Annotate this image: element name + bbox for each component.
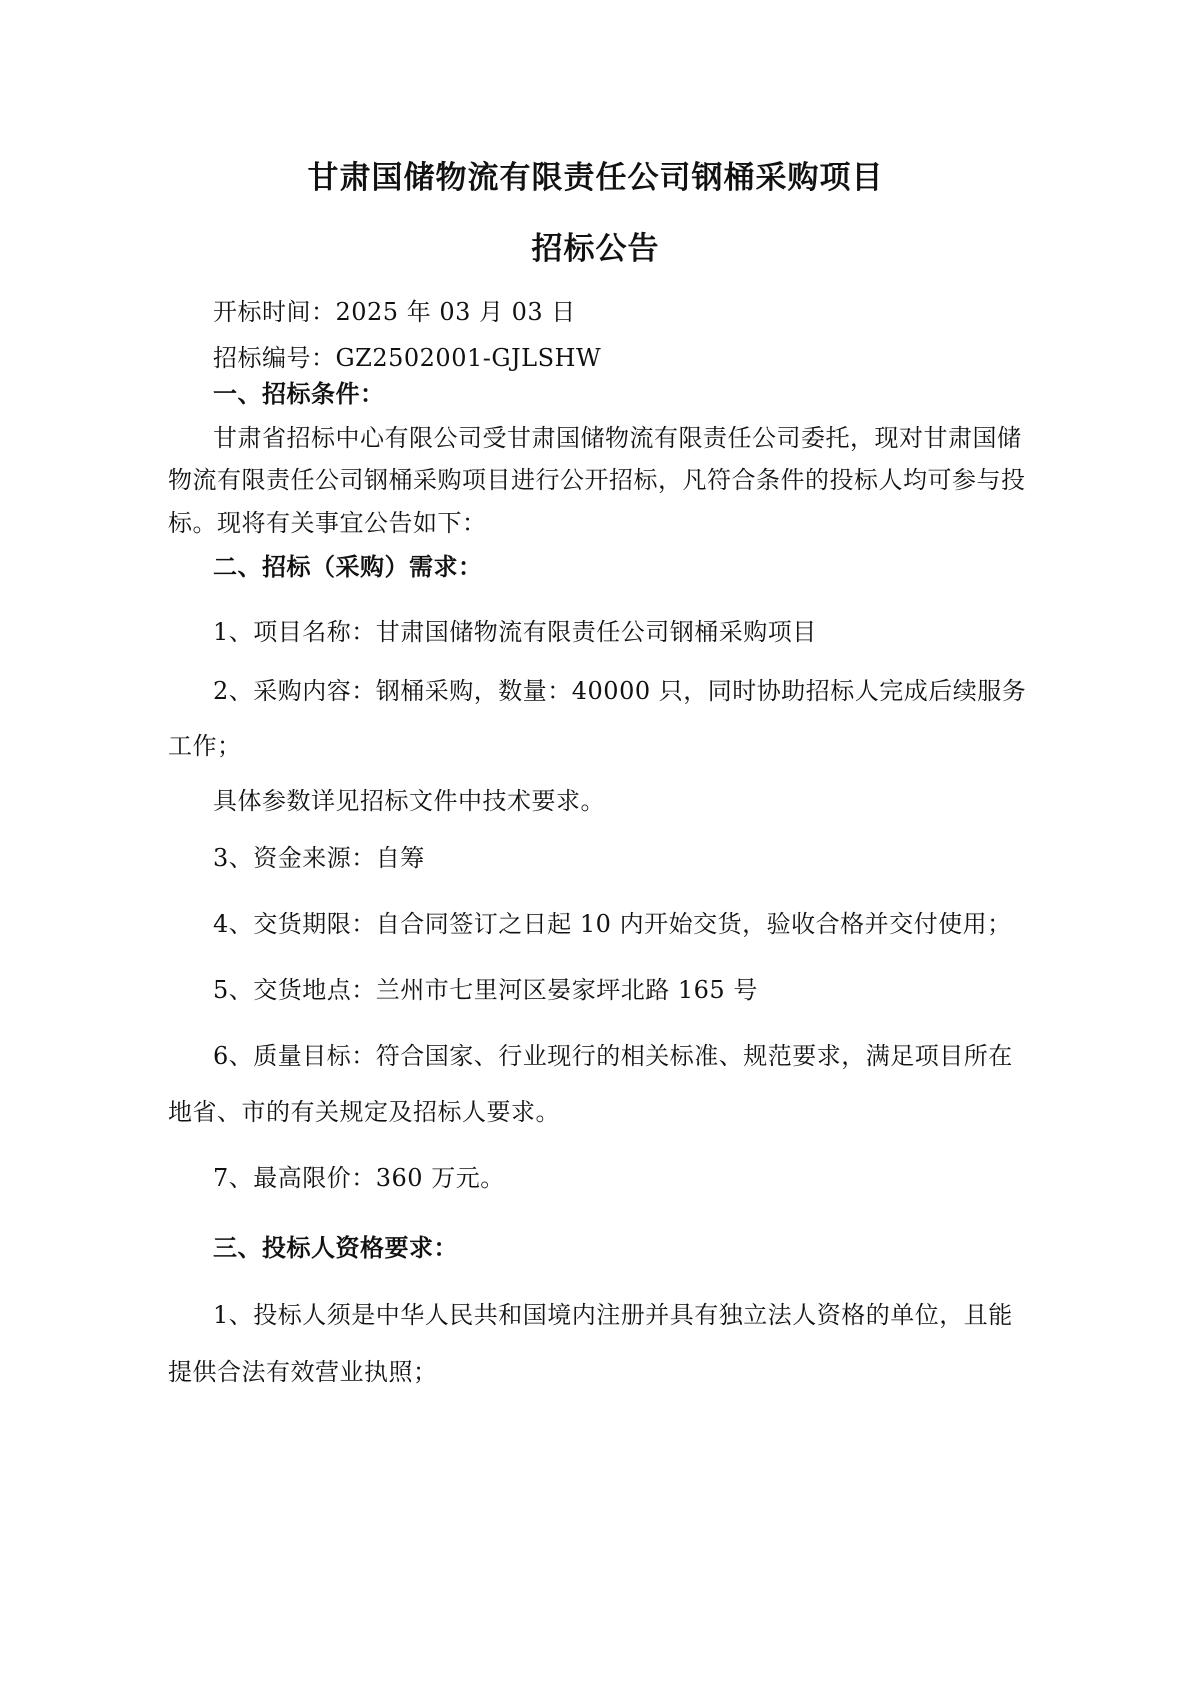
requirement-item-procurement-content: 2、采购内容：钢桶采购，数量：40000 只，同时协助招标人完成后续服务 [213, 677, 1027, 705]
tender-conditions-paragraph-line: 甘肃省招标中心有限公司受甘肃国储物流有限责任公司委托，现对甘肃国储 [213, 424, 1022, 452]
requirement-item-delivery-location: 5、交货地点：兰州市七里河区晏家坪北路 165 号 [213, 976, 758, 1004]
opening-time: 开标时间：2025 年 03 月 03 日 [213, 298, 576, 326]
requirement-item-procurement-content-continued: 工作； [168, 732, 242, 760]
tender-conditions-paragraph-line: 标。现将有关事宜公告如下： [168, 509, 487, 537]
requirement-item-technical-note: 具体参数详见招标文件中技术要求。 [213, 787, 605, 815]
requirement-item-funding-source: 3、资金来源：自筹 [213, 844, 425, 872]
section-heading-bidder-qualifications: 三、投标人资格要求： [213, 1233, 458, 1262]
requirement-item-quality-target-continued: 地省、市的有关规定及招标人要求。 [168, 1098, 560, 1126]
requirement-item-delivery-period: 4、交货期限：自合同签订之日起 10 内开始交货，验收合格并交付使用； [213, 910, 1012, 938]
qualification-item-legal-entity-continued: 提供合法有效营业执照； [168, 1358, 438, 1386]
tender-number: 招标编号：GZ2502001-GJLSHW [213, 344, 602, 372]
document-title: 甘肃国储物流有限责任公司钢桶采购项目 [307, 160, 884, 196]
section-heading-procurement-requirements: 二、招标（采购）需求： [213, 552, 483, 581]
requirement-item-quality-target: 6、质量目标：符合国家、行业现行的相关标准、规范要求，满足项目所在 [213, 1042, 1013, 1070]
requirement-item-project-name: 1、项目名称：甘肃国储物流有限责任公司钢桶采购项目 [213, 618, 817, 646]
tender-conditions-paragraph-line: 物流有限责任公司钢桶采购项目进行公开招标，凡符合条件的投标人均可参与投 [168, 466, 1026, 494]
qualification-item-legal-entity: 1、投标人须是中华人民共和国境内注册并具有独立法人资格的单位，且能 [213, 1301, 1013, 1329]
document-subtitle: 招标公告 [531, 231, 660, 267]
section-heading-tender-conditions: 一、招标条件： [213, 379, 385, 408]
requirement-item-price-cap: 7、最高限价：360 万元。 [213, 1164, 505, 1192]
